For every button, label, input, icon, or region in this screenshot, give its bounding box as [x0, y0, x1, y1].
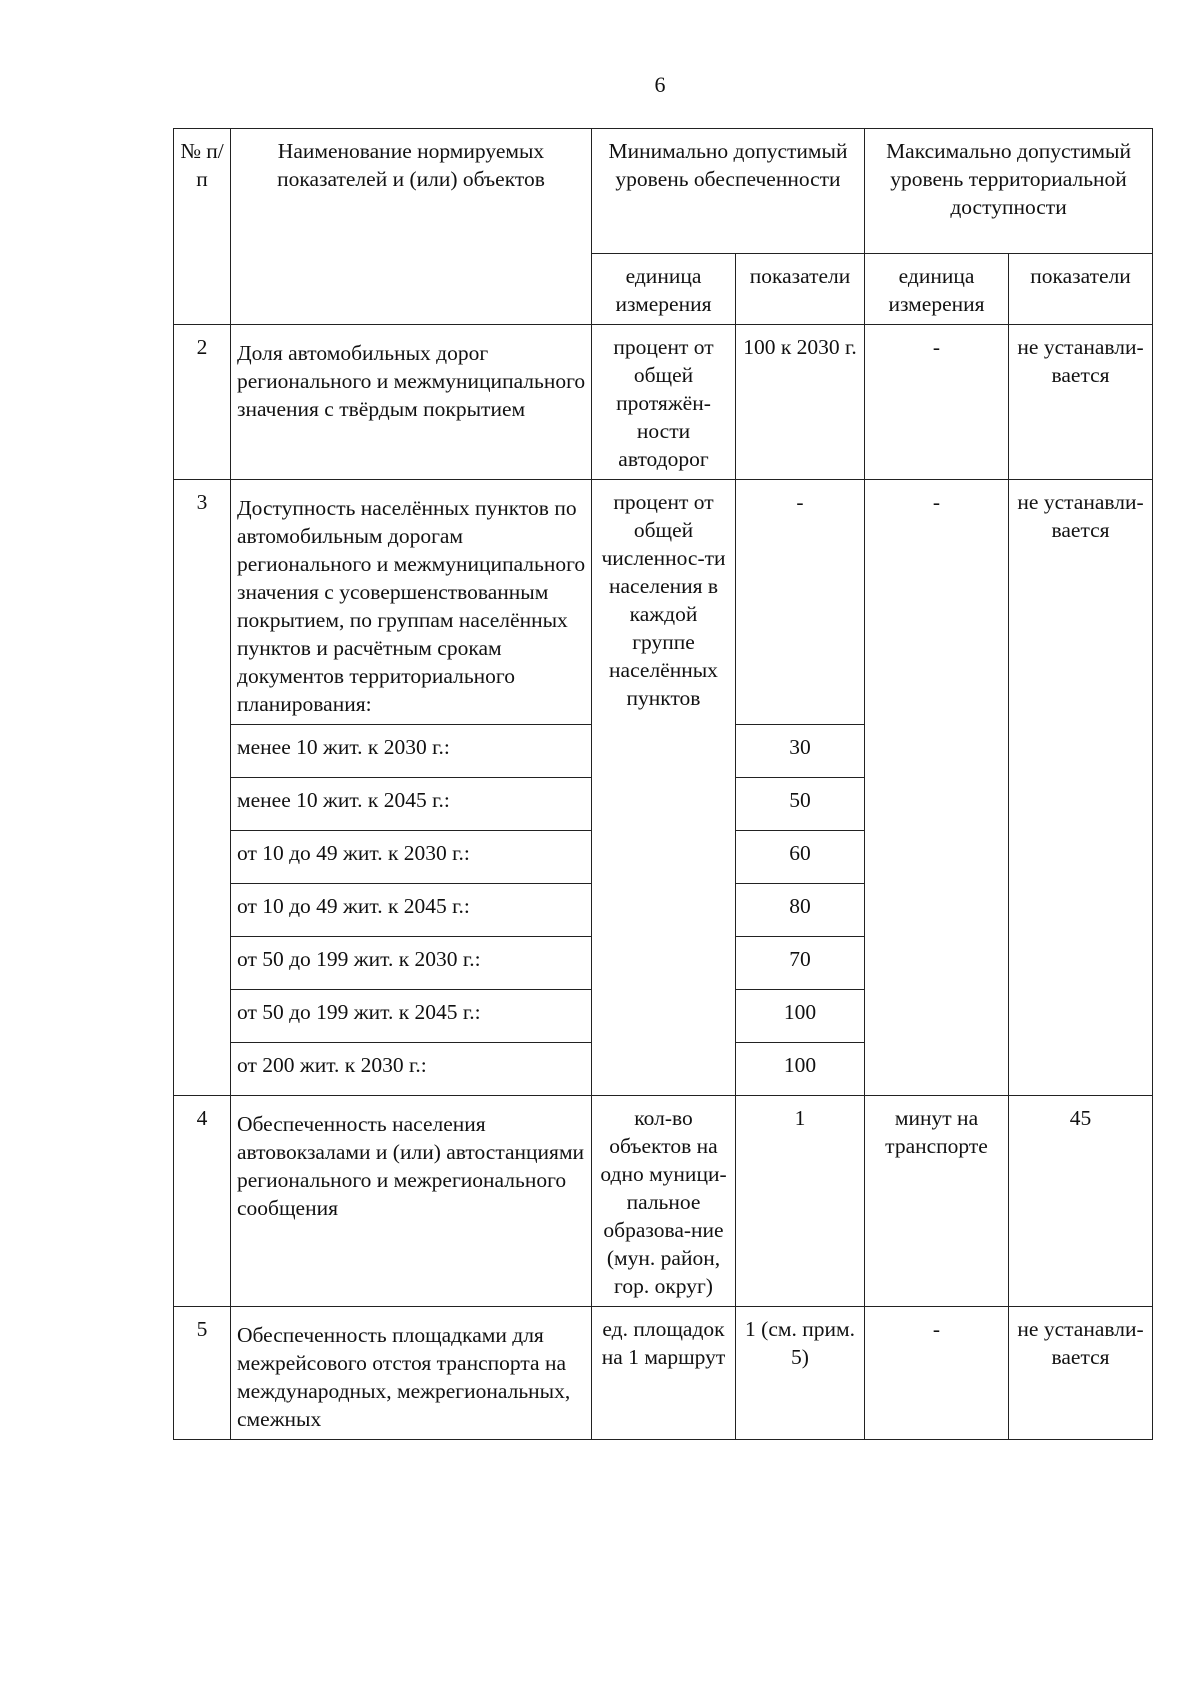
- row-min-value: 100 к 2030 г.: [736, 325, 865, 480]
- sub-row-label: менее 10 жит. к 2030 г.:: [231, 725, 592, 778]
- sub-row-value: 100: [736, 990, 865, 1043]
- row-max-unit: -: [865, 325, 1009, 480]
- standards-table: [173, 128, 1153, 1440]
- row-num: 3: [174, 480, 231, 1096]
- header-min-unit: единица измерения: [592, 254, 736, 325]
- row-max-unit: минут на транспорте: [865, 1096, 1009, 1307]
- row-min-value: 1 (см. прим. 5): [736, 1307, 865, 1440]
- row-max-value: 45: [1009, 1096, 1153, 1307]
- header-name: Наименование нормируемых показателей и (или) объектов: [231, 129, 592, 325]
- sub-row-value: 50: [736, 778, 865, 831]
- row-min-value: -: [736, 480, 865, 725]
- sub-row-value: 100: [736, 1043, 865, 1096]
- header-num: № п/п: [174, 129, 231, 325]
- row-min-unit: кол-во объектов на одно муници-пальное образова-ние (мун. район, гор. округ): [592, 1096, 736, 1307]
- page-number: 6: [654, 72, 666, 97]
- sub-row-label: от 50 до 199 жит. к 2045 г.:: [231, 990, 592, 1043]
- row-num: 2: [174, 325, 231, 480]
- sub-row-label: менее 10 жит. к 2045 г.:: [231, 778, 592, 831]
- sub-row-value: 80: [736, 884, 865, 937]
- row-name: Обеспеченность площадками для межрейсового отстоя транспорта на международных, межрегиональных, смежных: [231, 1307, 592, 1440]
- row-min-unit: процент от общей протяжён-ности автодорог: [592, 325, 736, 480]
- row-max-unit: -: [865, 480, 1009, 1096]
- row-max-value: не устанавли-вается: [1009, 480, 1153, 1096]
- header-max-group: Максимально допустимый уровень территориальной доступности: [865, 129, 1153, 254]
- header-min-group: Минимально допустимый уровень обеспеченности: [592, 129, 865, 254]
- header-max-value: показатели: [1009, 254, 1153, 325]
- header-row: [174, 129, 1153, 254]
- sub-row-label: от 10 до 49 жит. к 2030 г.:: [231, 831, 592, 884]
- sub-row-value: 70: [736, 937, 865, 990]
- table-row: [174, 325, 1153, 480]
- row-min-unit: процент от общей численнос-ти населения в каждой группе населённых пунктов: [592, 480, 736, 1096]
- header-max-unit: единица измерения: [865, 254, 1009, 325]
- row-min-value: 1: [736, 1096, 865, 1307]
- row-num: 4: [174, 1096, 231, 1307]
- row-name: Доступность населённых пунктов по автомобильным дорогам регионального и межмуниципального значения с усовершенствованным покрытием, по группам населённых пунктов и расчётным срокам документов территориального планирования:: [231, 480, 592, 725]
- table-row: [174, 480, 1153, 725]
- sub-row-value: 30: [736, 725, 865, 778]
- row-max-unit: -: [865, 1307, 1009, 1440]
- row-name: Обеспеченность населения автовокзалами и (или) автостанциями регионального и межрегионального сообщения: [231, 1096, 592, 1307]
- row-name: Доля автомобильных дорог регионального и межмуниципального значения с твёрдым покрытием: [231, 325, 592, 480]
- row-max-value: не устанавли-вается: [1009, 1307, 1153, 1440]
- row-num: 5: [174, 1307, 231, 1440]
- sub-row-label: от 50 до 199 жит. к 2030 г.:: [231, 937, 592, 990]
- sub-row-label: от 200 жит. к 2030 г.:: [231, 1043, 592, 1096]
- table-row: [174, 1307, 1153, 1440]
- row-max-value: не устанавли-вается: [1009, 325, 1153, 480]
- table-row: [174, 1096, 1153, 1307]
- sub-row-label: от 10 до 49 жит. к 2045 г.:: [231, 884, 592, 937]
- row-min-unit: ед. площадок на 1 маршрут: [592, 1307, 736, 1440]
- header-min-value: показатели: [736, 254, 865, 325]
- sub-row-value: 60: [736, 831, 865, 884]
